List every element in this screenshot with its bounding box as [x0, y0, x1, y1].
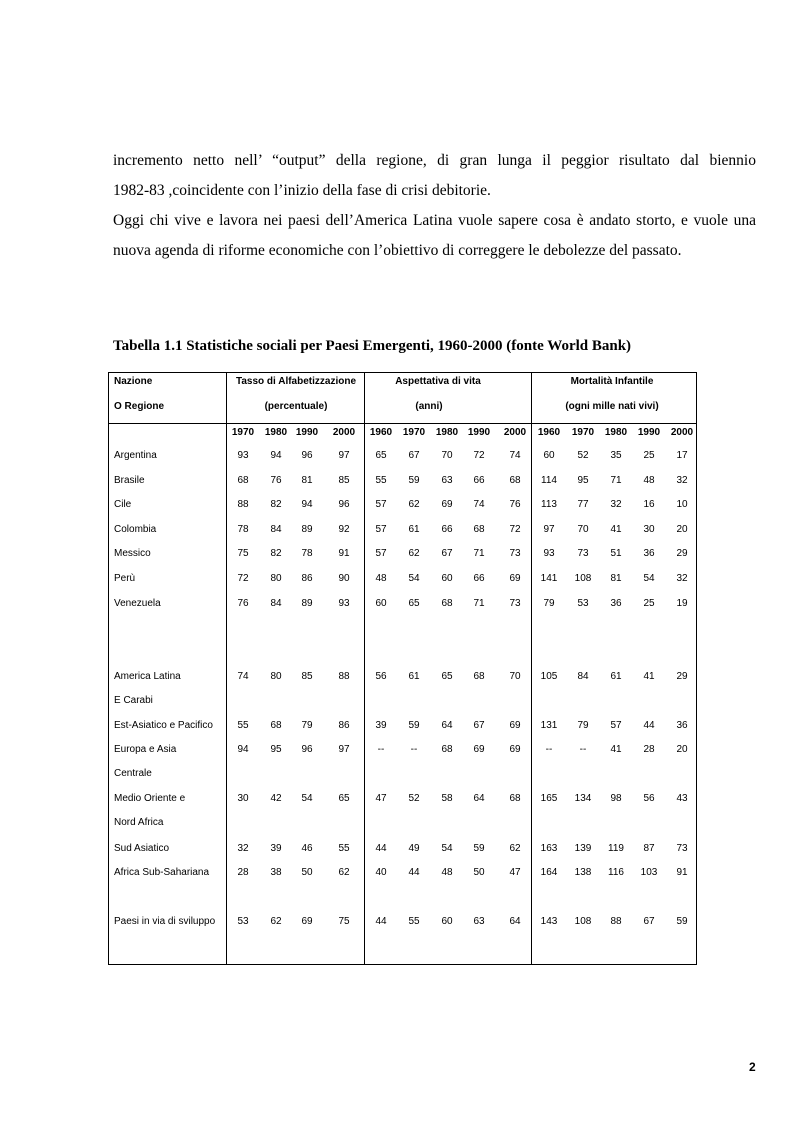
- table-cell: 62: [270, 916, 282, 927]
- table-cell: 48: [375, 573, 387, 584]
- table-cell: 69: [509, 720, 521, 731]
- year-header: 1960: [369, 427, 393, 438]
- table-cell: 55: [375, 475, 387, 486]
- table-cell: 74: [509, 450, 521, 461]
- table-cell: 57: [375, 499, 387, 510]
- table-cell: 84: [270, 598, 282, 609]
- table-cell: 42: [270, 793, 282, 804]
- table-cell: 165: [540, 793, 558, 804]
- table-cell: 73: [676, 843, 688, 854]
- table-cell: 65: [338, 793, 350, 804]
- table-cell: 69: [301, 916, 313, 927]
- table-cell: 82: [270, 499, 282, 510]
- table-cell: 50: [473, 867, 485, 878]
- table-cell: 59: [473, 843, 485, 854]
- year-header: 1990: [467, 427, 491, 438]
- column-divider: [364, 373, 365, 964]
- table-cell: 67: [441, 548, 453, 559]
- table-cell: 44: [408, 867, 420, 878]
- table-cell: 76: [509, 499, 521, 510]
- table-cell: 92: [338, 524, 350, 535]
- table-cell: 79: [577, 720, 589, 731]
- table-cell: 65: [408, 598, 420, 609]
- year-header: 2000: [503, 427, 527, 438]
- table-cell: 93: [543, 548, 555, 559]
- table-cell: 56: [375, 671, 387, 682]
- row-label: Venezuela: [114, 598, 161, 609]
- table-cell: 87: [643, 843, 655, 854]
- table-cell: 163: [540, 843, 558, 854]
- row-label: Colombia: [114, 524, 157, 535]
- table-cell: 29: [676, 671, 688, 682]
- table-cell: 78: [237, 524, 249, 535]
- table-cell: 86: [338, 720, 350, 731]
- table-cell: 76: [237, 598, 249, 609]
- year-header: 2000: [670, 427, 694, 438]
- year-header: 1970: [402, 427, 426, 438]
- year-header: 1980: [604, 427, 628, 438]
- header-literacy: Tasso di Alfabetizzazione: [235, 376, 357, 387]
- table-cell: 73: [577, 548, 589, 559]
- column-divider: [226, 373, 227, 964]
- table-cell: 96: [338, 499, 350, 510]
- table-cell: 55: [237, 720, 249, 731]
- table-cell: 41: [610, 524, 622, 535]
- body-paragraph-1: [113, 146, 756, 206]
- table-cell: 59: [676, 916, 688, 927]
- body-paragraph-2-text: Oggi chi vive e lavora nei paesi dell’America Latina vuole sapere cosa è andato storto, e vuole una nuova agenda di riforme economiche con l’obiettivo di correggere le debolezze del passato.: [113, 212, 756, 259]
- table-cell: 48: [441, 867, 453, 878]
- table-cell: 54: [301, 793, 313, 804]
- table-cell: 95: [270, 744, 282, 755]
- table-cell: 55: [338, 843, 350, 854]
- table-cell: 85: [338, 475, 350, 486]
- table-cell: 88: [338, 671, 350, 682]
- table-cell: 64: [473, 793, 485, 804]
- table-cell: 68: [473, 524, 485, 535]
- table-cell: 68: [237, 475, 249, 486]
- table-cell: 54: [643, 573, 655, 584]
- table-cell: 139: [574, 843, 592, 854]
- table-cell: 20: [676, 524, 688, 535]
- table-cell: --: [579, 744, 587, 755]
- table-cell: 10: [676, 499, 688, 510]
- table-caption: Tabella 1.1 Statistiche sociali per Paesi Emergenti, 1960-2000 (fonte World Bank): [113, 338, 632, 354]
- table-cell: 53: [577, 598, 589, 609]
- year-header: 1970: [231, 427, 255, 438]
- header-life-expectancy: Aspettativa di vita: [395, 376, 481, 387]
- table-cell: 28: [237, 867, 249, 878]
- table-cell: 38: [270, 867, 282, 878]
- table-cell: 17: [676, 450, 688, 461]
- table-cell: 55: [408, 916, 420, 927]
- table-cell: 67: [473, 720, 485, 731]
- year-header: 2000: [332, 427, 356, 438]
- table-cell: 68: [509, 475, 521, 486]
- table-cell: 79: [301, 720, 313, 731]
- table-cell: 50: [301, 867, 313, 878]
- table-cell: 32: [237, 843, 249, 854]
- table-cell: 39: [375, 720, 387, 731]
- table-cell: 41: [610, 744, 622, 755]
- table-cell: 96: [301, 744, 313, 755]
- table-cell: 114: [541, 475, 557, 486]
- row-label: Cile: [114, 499, 132, 510]
- table-cell: 143: [540, 916, 558, 927]
- header-infant-mortality-unit: (ogni mille nati vivi): [565, 401, 659, 412]
- table-cell: 63: [441, 475, 453, 486]
- year-header: 1990: [295, 427, 319, 438]
- table-cell: 66: [473, 475, 485, 486]
- column-divider: [531, 373, 532, 964]
- table-cell: 88: [610, 916, 622, 927]
- table-cell: 62: [338, 867, 350, 878]
- table-cell: 96: [301, 450, 313, 461]
- table-cell: 141: [540, 573, 558, 584]
- table-cell: 72: [509, 524, 521, 535]
- row-label: Brasile: [114, 475, 145, 486]
- table-cell: 35: [610, 450, 622, 461]
- table-cell: 54: [408, 573, 420, 584]
- body-paragraph-2: [113, 206, 756, 266]
- table-cell: 79: [543, 598, 555, 609]
- table-cell: 97: [338, 450, 350, 461]
- table-cell: 70: [577, 524, 589, 535]
- table-cell: 62: [408, 548, 420, 559]
- table-cell: 61: [408, 671, 420, 682]
- year-header: 1990: [637, 427, 661, 438]
- body-line-1: incremento netto nell’ “output” della regione, di gran lunga il peggior risultato dal biennio: [113, 152, 756, 169]
- table-cell: 98: [610, 793, 622, 804]
- table-cell: 90: [338, 573, 350, 584]
- table-cell: 94: [270, 450, 282, 461]
- table-cell: 57: [375, 548, 387, 559]
- table-cell: 91: [676, 867, 688, 878]
- table-cell: 76: [270, 475, 282, 486]
- table-cell: 36: [610, 598, 622, 609]
- table-cell: 51: [610, 548, 622, 559]
- row-label-continued: E Carabi: [114, 695, 153, 706]
- row-label: America Latina: [114, 671, 181, 682]
- year-header: 1980: [435, 427, 459, 438]
- row-label: Perù: [114, 573, 136, 584]
- table-cell: 30: [237, 793, 249, 804]
- table-cell: --: [545, 744, 553, 755]
- table-cell: 82: [270, 548, 282, 559]
- table-cell: 78: [301, 548, 313, 559]
- table-cell: 52: [408, 793, 420, 804]
- table-cell: 43: [676, 793, 688, 804]
- table-cell: 75: [338, 916, 350, 927]
- body-line-2: 1982-83 ,coincidente con l’inizio della fase di crisi debitorie.: [113, 182, 491, 199]
- table-cell: 53: [237, 916, 249, 927]
- table-cell: 20: [676, 744, 688, 755]
- table-cell: 44: [643, 720, 655, 731]
- table-cell: 68: [441, 744, 453, 755]
- table-cell: 63: [473, 916, 485, 927]
- table-cell: 77: [577, 499, 589, 510]
- table-cell: 134: [574, 793, 592, 804]
- page-number: 2: [749, 1060, 756, 1074]
- table-cell: 54: [441, 843, 453, 854]
- header-divider: [109, 423, 696, 424]
- table-cell: 138: [574, 867, 592, 878]
- table-cell: 94: [237, 744, 249, 755]
- row-label: Africa Sub-Sahariana: [114, 867, 210, 878]
- table-cell: 81: [301, 475, 313, 486]
- header-infant-mortality: Mortalità Infantile: [570, 376, 654, 387]
- table-cell: 59: [408, 720, 420, 731]
- table-cell: 16: [643, 499, 655, 510]
- table-cell: 97: [338, 744, 350, 755]
- table-cell: 64: [509, 916, 521, 927]
- table-cell: 41: [643, 671, 655, 682]
- year-header: 1970: [571, 427, 595, 438]
- table-cell: 25: [643, 598, 655, 609]
- table-cell: 93: [237, 450, 249, 461]
- row-label: Medio Oriente e: [114, 793, 186, 804]
- header-life-expectancy-unit: (anni): [415, 401, 443, 412]
- table-cell: 66: [473, 573, 485, 584]
- table-cell: --: [377, 744, 385, 755]
- table-cell: 39: [270, 843, 282, 854]
- table-cell: 28: [643, 744, 655, 755]
- table-cell: 119: [608, 843, 624, 854]
- table-cell: 60: [375, 598, 387, 609]
- table-cell: 36: [676, 720, 688, 731]
- table-cell: 67: [408, 450, 420, 461]
- row-label-continued: Centrale: [114, 768, 152, 779]
- table-cell: 86: [301, 573, 313, 584]
- table-cell: 48: [643, 475, 655, 486]
- table-cell: 70: [441, 450, 453, 461]
- table-cell: 94: [301, 499, 313, 510]
- table-cell: 67: [643, 916, 655, 927]
- table-cell: 72: [473, 450, 485, 461]
- table-cell: 44: [375, 916, 387, 927]
- table-cell: 59: [408, 475, 420, 486]
- table-cell: 66: [441, 524, 453, 535]
- table-cell: 116: [608, 867, 624, 878]
- table-cell: 46: [301, 843, 313, 854]
- table-cell: 65: [441, 671, 453, 682]
- year-header: 1980: [264, 427, 288, 438]
- table-cell: 44: [375, 843, 387, 854]
- row-label: Est-Asiatico e Pacifico: [114, 720, 213, 731]
- table-cell: 19: [676, 598, 688, 609]
- table-cell: 75: [237, 548, 249, 559]
- table-cell: 70: [509, 671, 521, 682]
- table-cell: 105: [540, 671, 558, 682]
- table-cell: 74: [237, 671, 249, 682]
- table-cell: 32: [610, 499, 622, 510]
- table-cell: 88: [237, 499, 249, 510]
- table-cell: 65: [375, 450, 387, 461]
- table-cell: 108: [574, 916, 592, 927]
- table-cell: 74: [473, 499, 485, 510]
- table-cell: 52: [577, 450, 589, 461]
- table-cell: 71: [610, 475, 622, 486]
- header-literacy-unit: (percentuale): [264, 401, 328, 412]
- table-cell: 80: [270, 573, 282, 584]
- table-cell: 108: [574, 573, 592, 584]
- header-region: O Regione: [114, 401, 165, 412]
- table-cell: 71: [473, 548, 485, 559]
- table-cell: 47: [375, 793, 387, 804]
- table-cell: 47: [509, 867, 521, 878]
- table-cell: 40: [375, 867, 387, 878]
- table-cell: 164: [540, 867, 558, 878]
- table-cell: 69: [441, 499, 453, 510]
- table-cell: 131: [540, 720, 558, 731]
- table-cell: 32: [676, 475, 688, 486]
- table-cell: 58: [441, 793, 453, 804]
- table-cell: 62: [509, 843, 521, 854]
- table-cell: 68: [509, 793, 521, 804]
- table-cell: 30: [643, 524, 655, 535]
- table-cell: 91: [338, 548, 350, 559]
- table-cell: 60: [441, 916, 453, 927]
- table-cell: 73: [509, 548, 521, 559]
- table-cell: 84: [577, 671, 589, 682]
- table-cell: 80: [270, 671, 282, 682]
- table-cell: 62: [408, 499, 420, 510]
- table-cell: 72: [237, 573, 249, 584]
- table-cell: 57: [610, 720, 622, 731]
- table-cell: 61: [408, 524, 420, 535]
- table-cell: 25: [643, 450, 655, 461]
- table-cell: 57: [375, 524, 387, 535]
- table-cell: 68: [270, 720, 282, 731]
- table-cell: 73: [509, 598, 521, 609]
- table-cell: 32: [676, 573, 688, 584]
- row-label: Messico: [114, 548, 151, 559]
- table-cell: 97: [543, 524, 555, 535]
- header-nation: Nazione: [114, 376, 153, 387]
- row-label: Paesi in via di sviluppo: [114, 916, 216, 927]
- table-cell: 69: [509, 573, 521, 584]
- table-cell: 49: [408, 843, 420, 854]
- table-cell: 69: [473, 744, 485, 755]
- social-statistics-table: [108, 372, 697, 965]
- table-cell: 89: [301, 598, 313, 609]
- table-cell: 61: [610, 671, 622, 682]
- table-cell: 93: [338, 598, 350, 609]
- table-cell: 29: [676, 548, 688, 559]
- table-cell: 81: [610, 573, 622, 584]
- table-cell: 68: [473, 671, 485, 682]
- table-cell: 85: [301, 671, 313, 682]
- year-header: 1960: [537, 427, 561, 438]
- table-cell: 71: [473, 598, 485, 609]
- table-cell: 60: [441, 573, 453, 584]
- table-cell: 69: [509, 744, 521, 755]
- table-cell: 56: [643, 793, 655, 804]
- table-cell: --: [410, 744, 418, 755]
- table-cell: 95: [577, 475, 589, 486]
- table-cell: 68: [441, 598, 453, 609]
- table-cell: 36: [643, 548, 655, 559]
- table-cell: 103: [640, 867, 658, 878]
- table-cell: 89: [301, 524, 313, 535]
- row-label: Sud Asiatico: [114, 843, 170, 854]
- row-label: Argentina: [114, 450, 157, 461]
- table-cell: 60: [543, 450, 555, 461]
- table-cell: 113: [541, 499, 557, 510]
- row-label-continued: Nord Africa: [114, 817, 164, 828]
- row-label: Europa e Asia: [114, 744, 177, 755]
- table-cell: 84: [270, 524, 282, 535]
- table-cell: 64: [441, 720, 453, 731]
